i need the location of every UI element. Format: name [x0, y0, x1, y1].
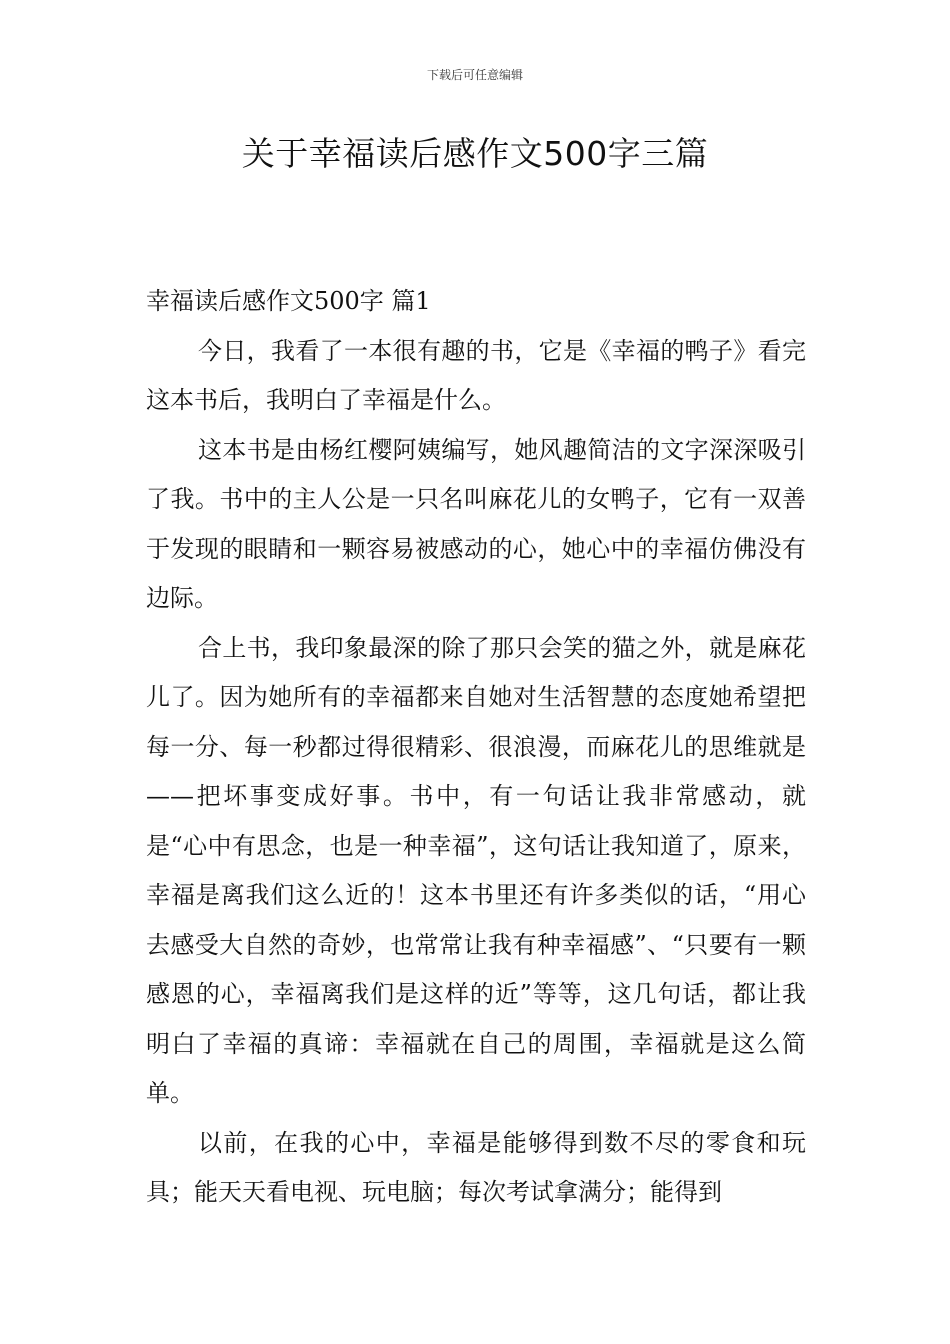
paragraph: 这本书是由杨红樱阿姨编写，她风趣简洁的文字深深吸引了我。书中的主人公是一只名叫麻花儿的女鸭子，它有一双善于发现的眼睛和一颗容易被感动的心，她心中的幸福仿佛没有边际。: [146, 435, 806, 612]
document-title: 关于幸福读后感作文500字三篇: [241, 134, 709, 173]
paragraph: 合上书，我印象最深的除了那只会笑的猫之外，就是麻花儿了。因为她所有的幸福都来自她对生活智慧的态度她希望把每一分、每一秒都过得很精彩、很浪漫，而麻花儿的思维就是——把坏事变成好事。书中，有一句话让我非常感动，就是“心中有思念，也是一种幸福”，这句话让我知道了，原来，幸福是离我们这么近的！这本书里还有许多类似的话，“用心去感受大自然的奇妙，也常常让我有种幸福感”、“只要有一颗感恩的心，幸福离我们是这样的近”等等，这几句话，都让我明白了幸福的真谛：幸福就在自己的周围，幸福就是这么简单。: [146, 633, 806, 1107]
section-heading: 幸福读后感作文500字 篇1: [146, 287, 431, 315]
header-note: 下载后可任意编辑: [426, 68, 523, 82]
paragraph: 今日，我看了一本很有趣的书，它是《幸福的鸭子》看完这本书后，我明白了幸福是什么。: [146, 336, 806, 414]
document-body: [146, 277, 806, 1218]
paragraph: 以前，在我的心中，幸福是能够得到数不尽的零食和玩具；能天天看电视、玩电脑；每次考试拿满分；能得到: [146, 1128, 806, 1206]
